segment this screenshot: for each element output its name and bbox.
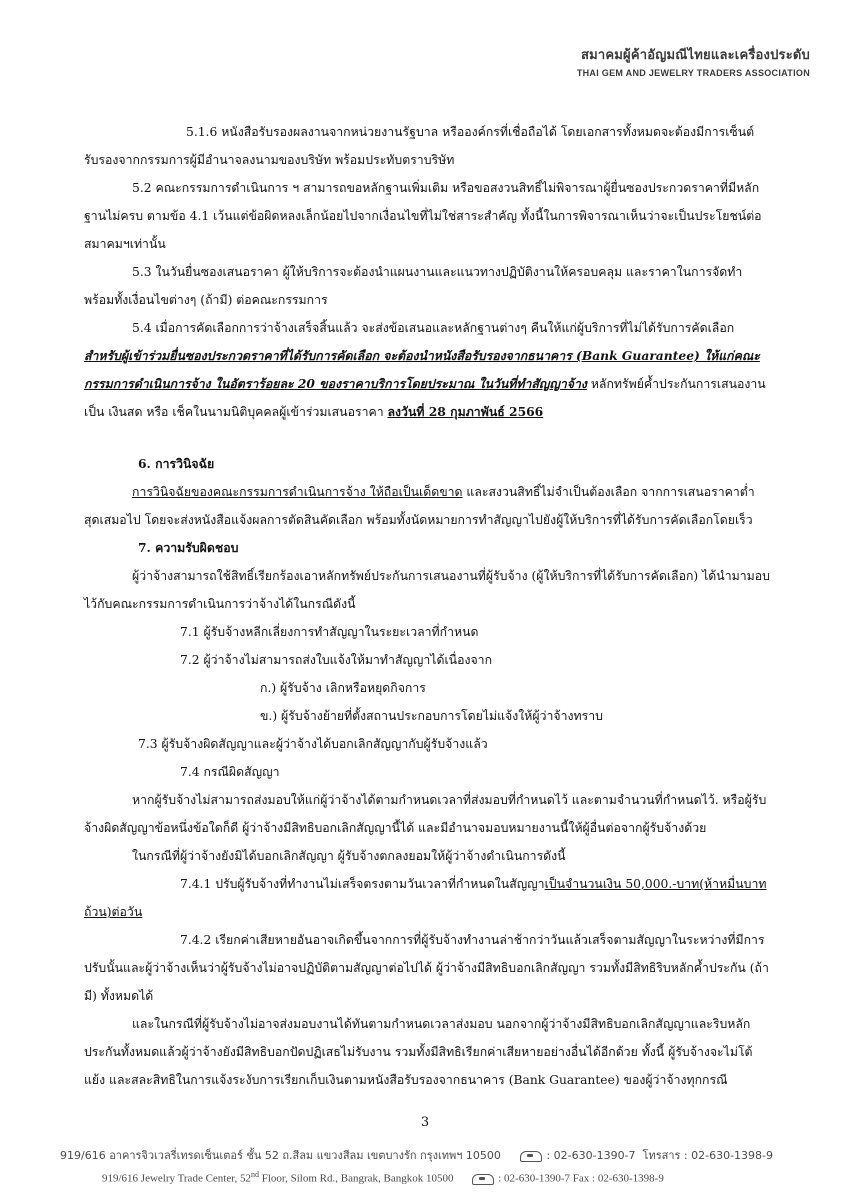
telephone-icon [520, 1151, 542, 1162]
clause-7-2-b: ข.) ผู้รับจ้างย้ายที่ตั้งสถานประกอบการโดยไม่แจ้งให้ผู้ว่าจ้างทราบ [260, 709, 603, 723]
section-7-heading: 7. ความรับผิดชอบ [138, 540, 239, 555]
clause-7-4-1-text: 7.4.1 ปรับผู้รับจ้างที่ทำงานไม่เสร็จตรงตามวันเวลาที่กำหนดในสัญญา [180, 877, 545, 891]
clause-5-4 [84, 314, 770, 426]
clause-7-3: 7.3 ผู้รับจ้างผิดสัญญาและผู้ว่าจ้างได้บอกเลิกสัญญากับผู้รับจ้างแล้ว [138, 737, 488, 751]
clause-7-4-text: หากผู้รับจ้างไม่สามารถส่งมอบให้แก่ผู้ว่าจ้างได้ตามกำหนดเวลาที่ส่งมอบที่กำหนดไว้ และตามจำนวนที่กำหนดไว้. หรือผู้รับจ้างผิดสัญญาข้อหนึ่งข้อใดก็ดี ผู้ว่าจ้างมีสิทธิบอกเลิกสัญญานี้ได้ และมีอำนาจมอบหมายงานนี้ให้ผู้อื่นต่อจากผู้รับจ้างด้วย [84, 793, 767, 835]
clause-7-2-a: ก.) ผู้รับจ้าง เลิกหรือหยุดกิจการ [260, 681, 426, 695]
footer-address-thai: 919/616 อาคารจิวเวลรี่เทรดเซ็นเตอร์ ชั้น 52 ถ.สีลม แขวงสีลม เขตบางรัก กรุงเทพฯ 10500 [60, 1149, 501, 1162]
clause-5-4-bank-guarantee: สำหรับผู้เข้าร่วมยื่นซองประกวดราคาที่ได้รับการคัดเลือก จะต้องนำหนังสือรับรองจากธนาคาร (Bank Guarantee) ให้แก่คณะกรรมการดำเนินการจ้าง ในอัตราร้อยละ 20 ของราคาบริการโดยประมาณ ในวันที่ทำสัญญาจ้าง [84, 348, 760, 391]
clause-5-1-6: 5.1.6 หนังสือรับรองผลงานจากหน่วยงานรัฐบาล หรือองค์กรที่เชื่อถือได้ โดยเอกสารทั้งหมดจะต้องมีการเซ็นต์รับรองจากกรรมการผู้มีอำนาจลงนามของบริษัท พร้อมประทับตราบริษัท [84, 125, 755, 167]
clause-7-1: 7.1 ผู้รับจ้างหลีกเลี่ยงการทำสัญญาในระยะเวลาที่กำหนด [180, 625, 479, 639]
section-6-rest: และสงวนสิทธิ์ไม่จำเป็นต้องเลือก จากการเสนอราคาต่ำสุดเสมอไป โดยจะส่งหนังสือแจ้งผลการตัดสินคัดเลือก พร้อมทั้งนัดหมายการทำสัญญาไปยังผู้ให้บริการที่ได้รับการคัดเลือกโดยเร็ว [84, 485, 755, 527]
document-body [84, 118, 770, 1094]
section-6-text [84, 478, 770, 534]
page-number: 3 [420, 1115, 430, 1130]
clause-5-4-collateral: หลักทรัพย์ค้ำประกันการเสนองานเป็น เงินสด หรือ เช็คในนามนิติบุคคลผู้เข้าร่วมเสนอราคา [84, 377, 766, 419]
clause-5-4-date: ลงวันที่ 28 กุมภาพันธ์ 2566 [387, 404, 544, 419]
footer-tel-en: : 02-630-1390-7 Fax : 02-630-1398-9 [498, 1172, 664, 1185]
footer-english [102, 1170, 850, 1185]
footer-floor-suffix: nd [250, 1170, 259, 1179]
footer-address-en-b: Floor, Silom Rd., Bangrak, Bangkok 10500 [258, 1172, 454, 1185]
footer-fax-thai: โทรสาร : 02-630-1398-9 [642, 1149, 774, 1162]
section-6-heading: 6. การวินิจฉัย [138, 456, 215, 471]
org-name-english: THAI GEM AND JEWELRY TRADERS ASSOCIATION [576, 68, 810, 78]
section-6-decision: การวินิจฉัยของคณะกรรมการดำเนินการจ้าง ให้ถือเป็นเด็ดขาด [132, 485, 463, 499]
closing-paragraph: และในกรณีที่ผู้รับจ้างไม่อาจส่งมอบงานได้ทันตามกำหนดเวลาส่งมอบ นอกจากผู้ว่าจ้างมีสิทธิบอกเลิกสัญญาและริบหลักประกันทั้งหมดแล้วผู้ว่าจ้างยังมีสิทธิบอกปัดปฏิเสธไม่รับงาน รวมทั้งมีสิทธิเรียกค่าเสียหายอย่างอื่นได้อีกด้วย ทั้งนี้ ผู้รับจ้างจะไม่โต้แย้ง และสละสิทธิในการแจ้งระงับการเรียกเก็บเงินตามหนังสือรับรองจากธนาคาร (Bank Guarantee) ของผู้ว่าจ้างทุกกรณี [84, 1017, 753, 1087]
org-name-thai: สมาคมผู้ค้าอัญมณีไทยและเครื่องประดับ [580, 48, 810, 63]
letterhead [577, 44, 810, 78]
footer-thai [60, 1146, 850, 1164]
clause-5-3: 5.3 ในวันยื่นซองเสนอราคา ผู้ให้บริการจะต้องนำแผนงานและแนวทางปฏิบัติงานให้ครอบคลุม และราคาในการจัดทำพร้อมทั้งเงื่อนไขต่างๆ (ถ้ามี) ต่อคณะกรรมการ [84, 265, 743, 307]
clause-7-4-1-fine: เป็นจำนวนเงิน 50,000.-บาท(ห้าหมื่นบาทถ้วน)ต่อวัน [84, 877, 767, 919]
clause-7-4-2: 7.4.2 เรียกค่าเสียหายอันอาจเกิดขึ้นจากการที่ผู้รับจ้างทำงานล่าช้ากว่าวันแล้วเสร็จตามสัญญาในระหว่างที่มีการปรับนั้นและผู้ว่าจ้างเห็นว่าผู้รับจ้างไม่อาจปฏิบัติตามสัญญาต่อไปได้ ผู้ว่าจ้างมีสิทธิบอกเลิกสัญญา รวมทั้งมีสิทธิริบหลักค้ำประกัน (ถ้ามี) ทั้งหมดได้ [84, 933, 769, 1003]
clause-7-4: 7.4 กรณีผิดสัญญา [180, 765, 280, 779]
clause-5-4-intro: 5.4 เมื่อการคัดเลือกการว่าจ้างเสร็จสิ้นแล้ว จะส่งข้อเสนอและหลักฐานต่างๆ คืนให้แก่ผู้บริการที่ไม่ได้รับการคัดเลือก [132, 321, 735, 335]
clause-7-4-1 [84, 870, 770, 926]
section-7-text: ผู้ว่าจ้างสามารถใช้สิทธิ์เรียกร้องเอาหลักทรัพย์ประกันการเสนองานที่ผู้รับจ้าง (ผู้ให้บริการที่ได้รับการคัดเลือก) ได้นำมามอบไว้กับคณะกรรมการดำเนินการว่าจ้างได้ในกรณีดังนี้ [84, 569, 770, 611]
clause-7-2: 7.2 ผู้ว่าจ้างไม่สามารถส่งใบแจ้งให้มาทำสัญญาได้เนื่องจาก [180, 653, 493, 667]
footer-tel-thai: : 02-630-1390-7 [546, 1149, 636, 1162]
footer-address-en-a: 919/616 Jewelry Trade Center, 52 [102, 1172, 251, 1185]
clause-5-2: 5.2 คณะกรรมการดำเนินการ ฯ สามารถขอหลักฐานเพิ่มเติม หรือขอสงวนสิทธิ์ไม่พิจารณาผู้ยื่นซองประกวดราคาที่มีหลักฐานไม่ครบ ตามข้อ 4.1 เว้นแต่ข้อผิดหลงเล็กน้อยไปจากเงื่อนไขที่ไม่ใช่สาระสำคัญ ทั้งนี้ในการพิจารณาเห็นว่าจะเป็นประโยชน์ต่อสมาคมฯเท่านั้น [84, 181, 762, 251]
clause-7-4-case: ในกรณีที่ผู้ว่าจ้างยังมิได้บอกเลิกสัญญา ผู้รับจ้างตกลงยอมให้ผู้ว่าจ้างดำเนินการดังนี้ [132, 849, 566, 863]
telephone-icon [472, 1174, 494, 1185]
